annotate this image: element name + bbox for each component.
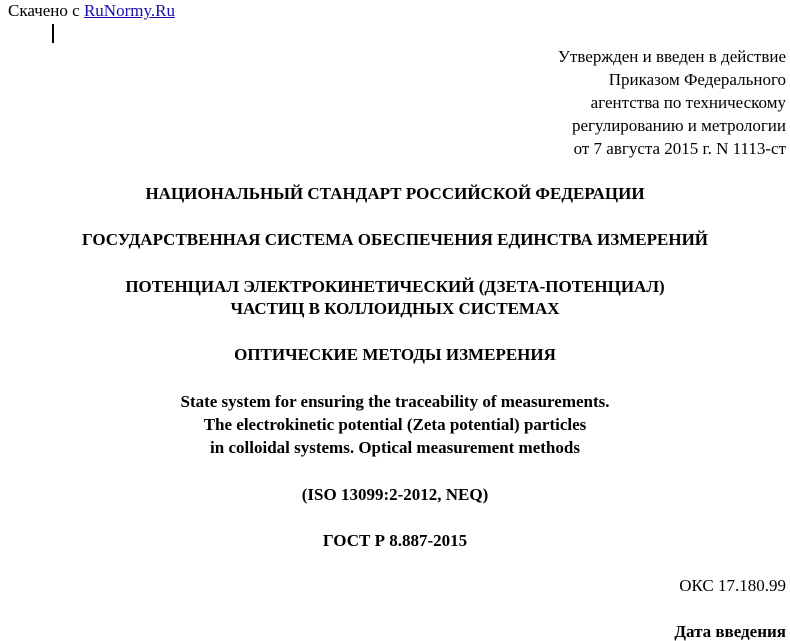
approval-line: регулированию и метрологии <box>571 116 786 135</box>
download-note <box>8 1 175 21</box>
approval-line: Утвержден и введен в действие <box>557 47 786 66</box>
english-title-line-3: in colloidal systems. Optical measurement methods <box>210 438 580 457</box>
iso-reference: (ISO 13099:2-2012, NEQ) <box>301 485 489 504</box>
system-heading: ГОСУДАРСТВЕННАЯ СИСТЕМА ОБЕСПЕЧЕНИЯ ЕДИНСТВА ИЗМЕРЕНИЙ <box>81 230 709 249</box>
okc-code: ОКС 17.180.99 <box>679 576 786 595</box>
title-line-2: ЧАСТИЦ В КОЛЛОИДНЫХ СИСТЕМАХ <box>230 299 560 318</box>
subtitle-heading: ОПТИЧЕСКИЕ МЕТОДЫ ИЗМЕРЕНИЯ <box>234 345 556 364</box>
approval-block <box>558 45 786 160</box>
title-line-1: ПОТЕНЦИАЛ ЭЛЕКТРОКИНЕТИЧЕСКИЙ (ДЗЕТА-ПОТЕНЦИАЛ) <box>125 277 665 296</box>
english-title-line-2: The electrokinetic potential (Zeta potential) particles <box>203 415 587 434</box>
runormy-link[interactable]: RuNormy.Ru <box>83 1 175 20</box>
intro-date-label: Дата введения <box>674 622 786 641</box>
text-cursor <box>52 24 54 43</box>
download-note-prefix: Скачено с <box>8 1 80 20</box>
english-title-line-1: State system for ensuring the traceability of measurements. <box>180 392 610 411</box>
standard-type-heading: НАЦИОНАЛЬНЫЙ СТАНДАРТ РОССИЙСКОЙ ФЕДЕРАЦИИ <box>145 184 645 203</box>
approval-line: Приказом Федерального <box>608 70 786 89</box>
approval-line: от 7 августа 2015 г. N 1113-ст <box>573 139 786 158</box>
approval-line: агентства по техническому <box>590 93 786 112</box>
gost-number: ГОСТ Р 8.887-2015 <box>322 531 468 550</box>
